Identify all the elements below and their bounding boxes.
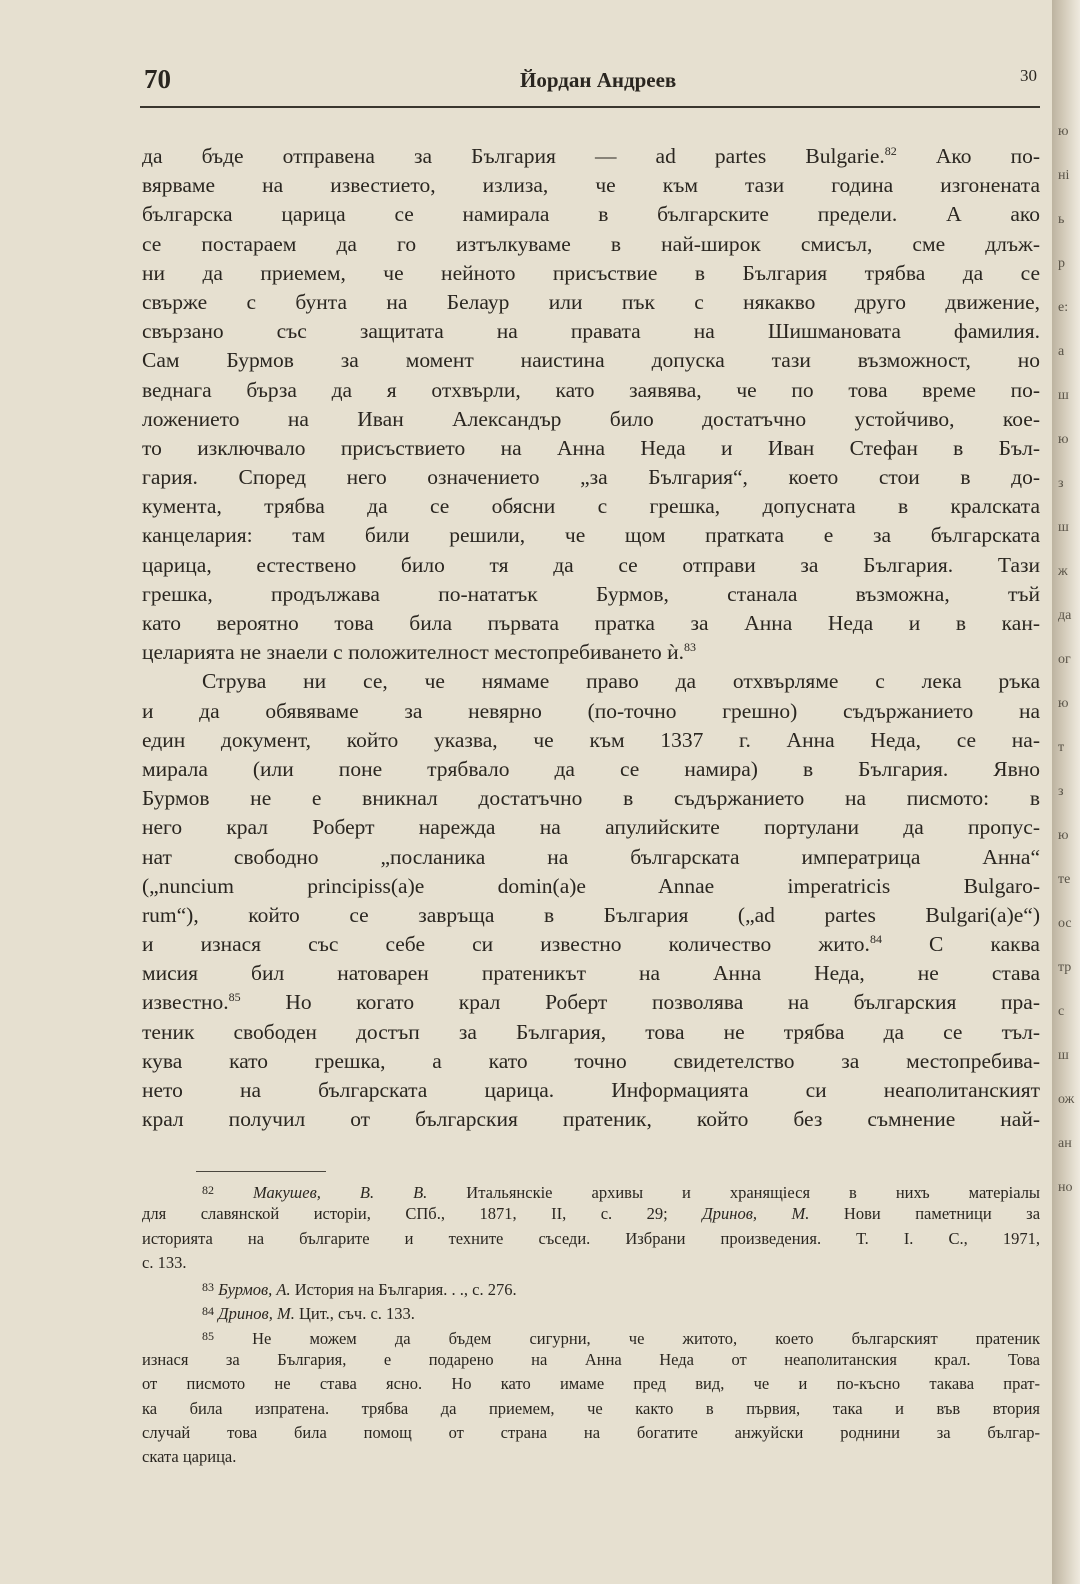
- text-line: нето на българската царица. Информацията си неаполитанският: [142, 1078, 1040, 1102]
- edge-fragment: ж: [1058, 564, 1068, 579]
- footnote-82: $^{82}$ Макушев, В. В. Итальянскiе архивы и хранящiеся в нихъ матерiалы: [202, 1183, 1040, 1202]
- edge-fragment: ож: [1058, 1092, 1075, 1107]
- text-line: мисия бил натоварен пратеникът на Анна Неда, не става: [142, 961, 1040, 986]
- text-line: Сам Бурмов за момент наистина допуска тази възможност, но: [142, 348, 1040, 373]
- text-line: и да обявяваме за невярно (по-точно грешно) съдържанието на: [142, 698, 1040, 723]
- text-line: вярваме на известието, излиза, че към тази година изгонената: [142, 173, 1040, 198]
- footnote-line: изнася за България, е подарено на Анна Неда от неаполитанския крал. Това: [142, 1350, 1040, 1370]
- edge-fragment: р: [1058, 256, 1065, 271]
- text-line: целарията не знаели с положителност местопребиването ѝ.$^{83}$: [142, 640, 697, 665]
- text-line: Бурмов не е вникнал достатъчно в съдържанието на писмото: в: [142, 786, 1040, 811]
- edge-fragment: но: [1058, 1180, 1073, 1195]
- footnote-line: от писмото не става ясно. Но като имаме пред вид, че и по-късно такава прат-: [142, 1374, 1040, 1394]
- text-line: се постараем да го изтълкуваме в най-широк смисъл, сме длъж-: [142, 231, 1040, 256]
- running-header: [140, 64, 1040, 104]
- footnote-rule: [196, 1171, 326, 1172]
- text-line: него крал Роберт нарежда на апулийските портулани да пропус-: [142, 815, 1040, 840]
- footnote-line: для славянской исторiи, СПб., 1871, II, с. 29; Дринов, М. Нови паметници за: [142, 1204, 1040, 1224]
- edge-fragment: ос: [1058, 916, 1072, 931]
- running-header-author: Йордан Андреев: [520, 68, 677, 92]
- text-line: свързано със защитата на правата на Шишмановата фамилия.: [142, 319, 1040, 344]
- edge-fragment: те: [1058, 872, 1071, 887]
- corner-page-mark: 30: [1020, 66, 1037, 85]
- footnote-line: историята на българите и техните съседи. Избрани произведения. Т. I. С., 1971,: [142, 1228, 1040, 1248]
- edge-fragment: ан: [1058, 1136, 1072, 1151]
- footnote-84: $^{84}$ Дринов, М. Цит., съч. с. 133.: [202, 1304, 415, 1324]
- text-line: българска царица се намирала в българските предели. А ако: [142, 202, 1040, 227]
- text-line: свърже с бунта на Белаур или пък с някакво друго движение,: [142, 289, 1040, 314]
- text-line: грешка, продължава по-нататък Бурмов, станала възможна, тъй: [142, 581, 1040, 606]
- edge-fragment: ю: [1058, 696, 1069, 711]
- edge-fragment: т: [1058, 740, 1065, 755]
- text-line: ложението на Иван Александър било достатъчно устойчиво, кое-: [142, 406, 1040, 431]
- edge-fragment: ш: [1058, 388, 1069, 403]
- edge-fragment: ю: [1058, 432, 1069, 447]
- text-line: то изключвало присъствието на Анна Неда и Иван Стефан в Бъл-: [142, 435, 1040, 460]
- text-line: да бъде отправена за България — ad partes Bulgarie.$^{82}$ Ако по-: [142, 143, 1040, 168]
- text-line: Струва ни се, че нямаме право да отхвърляме с лека ръка: [202, 669, 1040, 694]
- edge-fragment: з: [1058, 784, 1064, 799]
- edge-fragment: з: [1058, 476, 1064, 491]
- text-line: канцелария: там били решили, че щом пратката е за българската: [142, 523, 1040, 548]
- edge-fragment: ш: [1058, 1048, 1069, 1063]
- text-line: ни да приемем, че нейното присъствие в България трябва да се: [142, 260, 1040, 285]
- text-line: гария. Според него означението „за България“, което стои в до-: [142, 465, 1040, 490]
- edge-fragment: с: [1058, 1004, 1065, 1019]
- edge-fragment: а: [1058, 344, 1065, 359]
- text-line: теник свободен достъп за България, това не трябва да се тъл-: [142, 1019, 1040, 1044]
- footnote-line: случай това била помощ от страна на богатите анжуйски роднини за българ-: [142, 1422, 1040, 1442]
- edge-fragment: ні: [1058, 168, 1070, 183]
- text-line: известно.$^{85}$ Но когато крал Роберт позволява на българския пра-: [142, 990, 1040, 1015]
- text-line: мирала (или поне трябвало да се намира) в България. Явно: [142, 756, 1040, 781]
- text-line: rum“), който се завръща в България („ad partes Bulgari(a)e“): [142, 902, 1040, 927]
- text-line: един документ, който указва, че към 1337 г. Анна Неда, се на-: [142, 727, 1040, 752]
- text-line: веднага бърза да я отхвърли, като заявява, че по това време по-: [142, 377, 1040, 402]
- footnotes: [142, 1178, 1040, 1470]
- edge-fragment: тр: [1058, 960, 1072, 975]
- body-text: [142, 142, 1040, 1134]
- text-line: като вероятно това била първата пратка за Анна Неда и в кан-: [142, 611, 1040, 635]
- footnote-line: ската царица.: [142, 1447, 237, 1467]
- text-line: крал получил от българския пратеник, който без съмнение най-: [142, 1107, 1040, 1132]
- text-line: кува като грешка, а като точно свидетелство за местопребива-: [142, 1048, 1040, 1073]
- header-rule: [140, 106, 1040, 108]
- edge-fragment: ю: [1058, 124, 1069, 139]
- text-line: и изнася със себе си известно количество жито.$^{84}$ С каква: [142, 931, 1040, 957]
- text-line: („nuncium principiss(a)e domin(a)e Annae imperatricis Bulgaro-: [142, 873, 1040, 898]
- edge-fragment: ь: [1058, 212, 1065, 227]
- footnote-line: ка била изпратена. трябва да приемем, че както в първия, така и във втория: [142, 1398, 1040, 1418]
- text-line: нат свободно „посланика на българската императрица Анна“: [142, 844, 1040, 869]
- page-number: 70: [144, 64, 171, 94]
- text-line: царица, естествено било тя да се отправи за България. Тази: [142, 552, 1040, 577]
- edge-fragment: ш: [1058, 520, 1069, 535]
- footnote-line: с. 133.: [142, 1252, 187, 1272]
- edge-fragment: е:: [1058, 300, 1069, 315]
- edge-fragment: ог: [1058, 652, 1071, 667]
- edge-fragment: да: [1058, 608, 1072, 623]
- next-page-edge: [1052, 0, 1080, 1584]
- edge-fragment: ю: [1058, 828, 1069, 843]
- text-line: кумента, трябва да се обясни с грешка, допусната в кралската: [142, 494, 1040, 519]
- footnote-85: $^{85}$ Не можем да бъдем сигурни, че житото, което българският пратеник: [202, 1328, 1040, 1348]
- footnote-83: $^{83}$ Бурмов, А. История на България. . ., с. 276.: [202, 1280, 517, 1300]
